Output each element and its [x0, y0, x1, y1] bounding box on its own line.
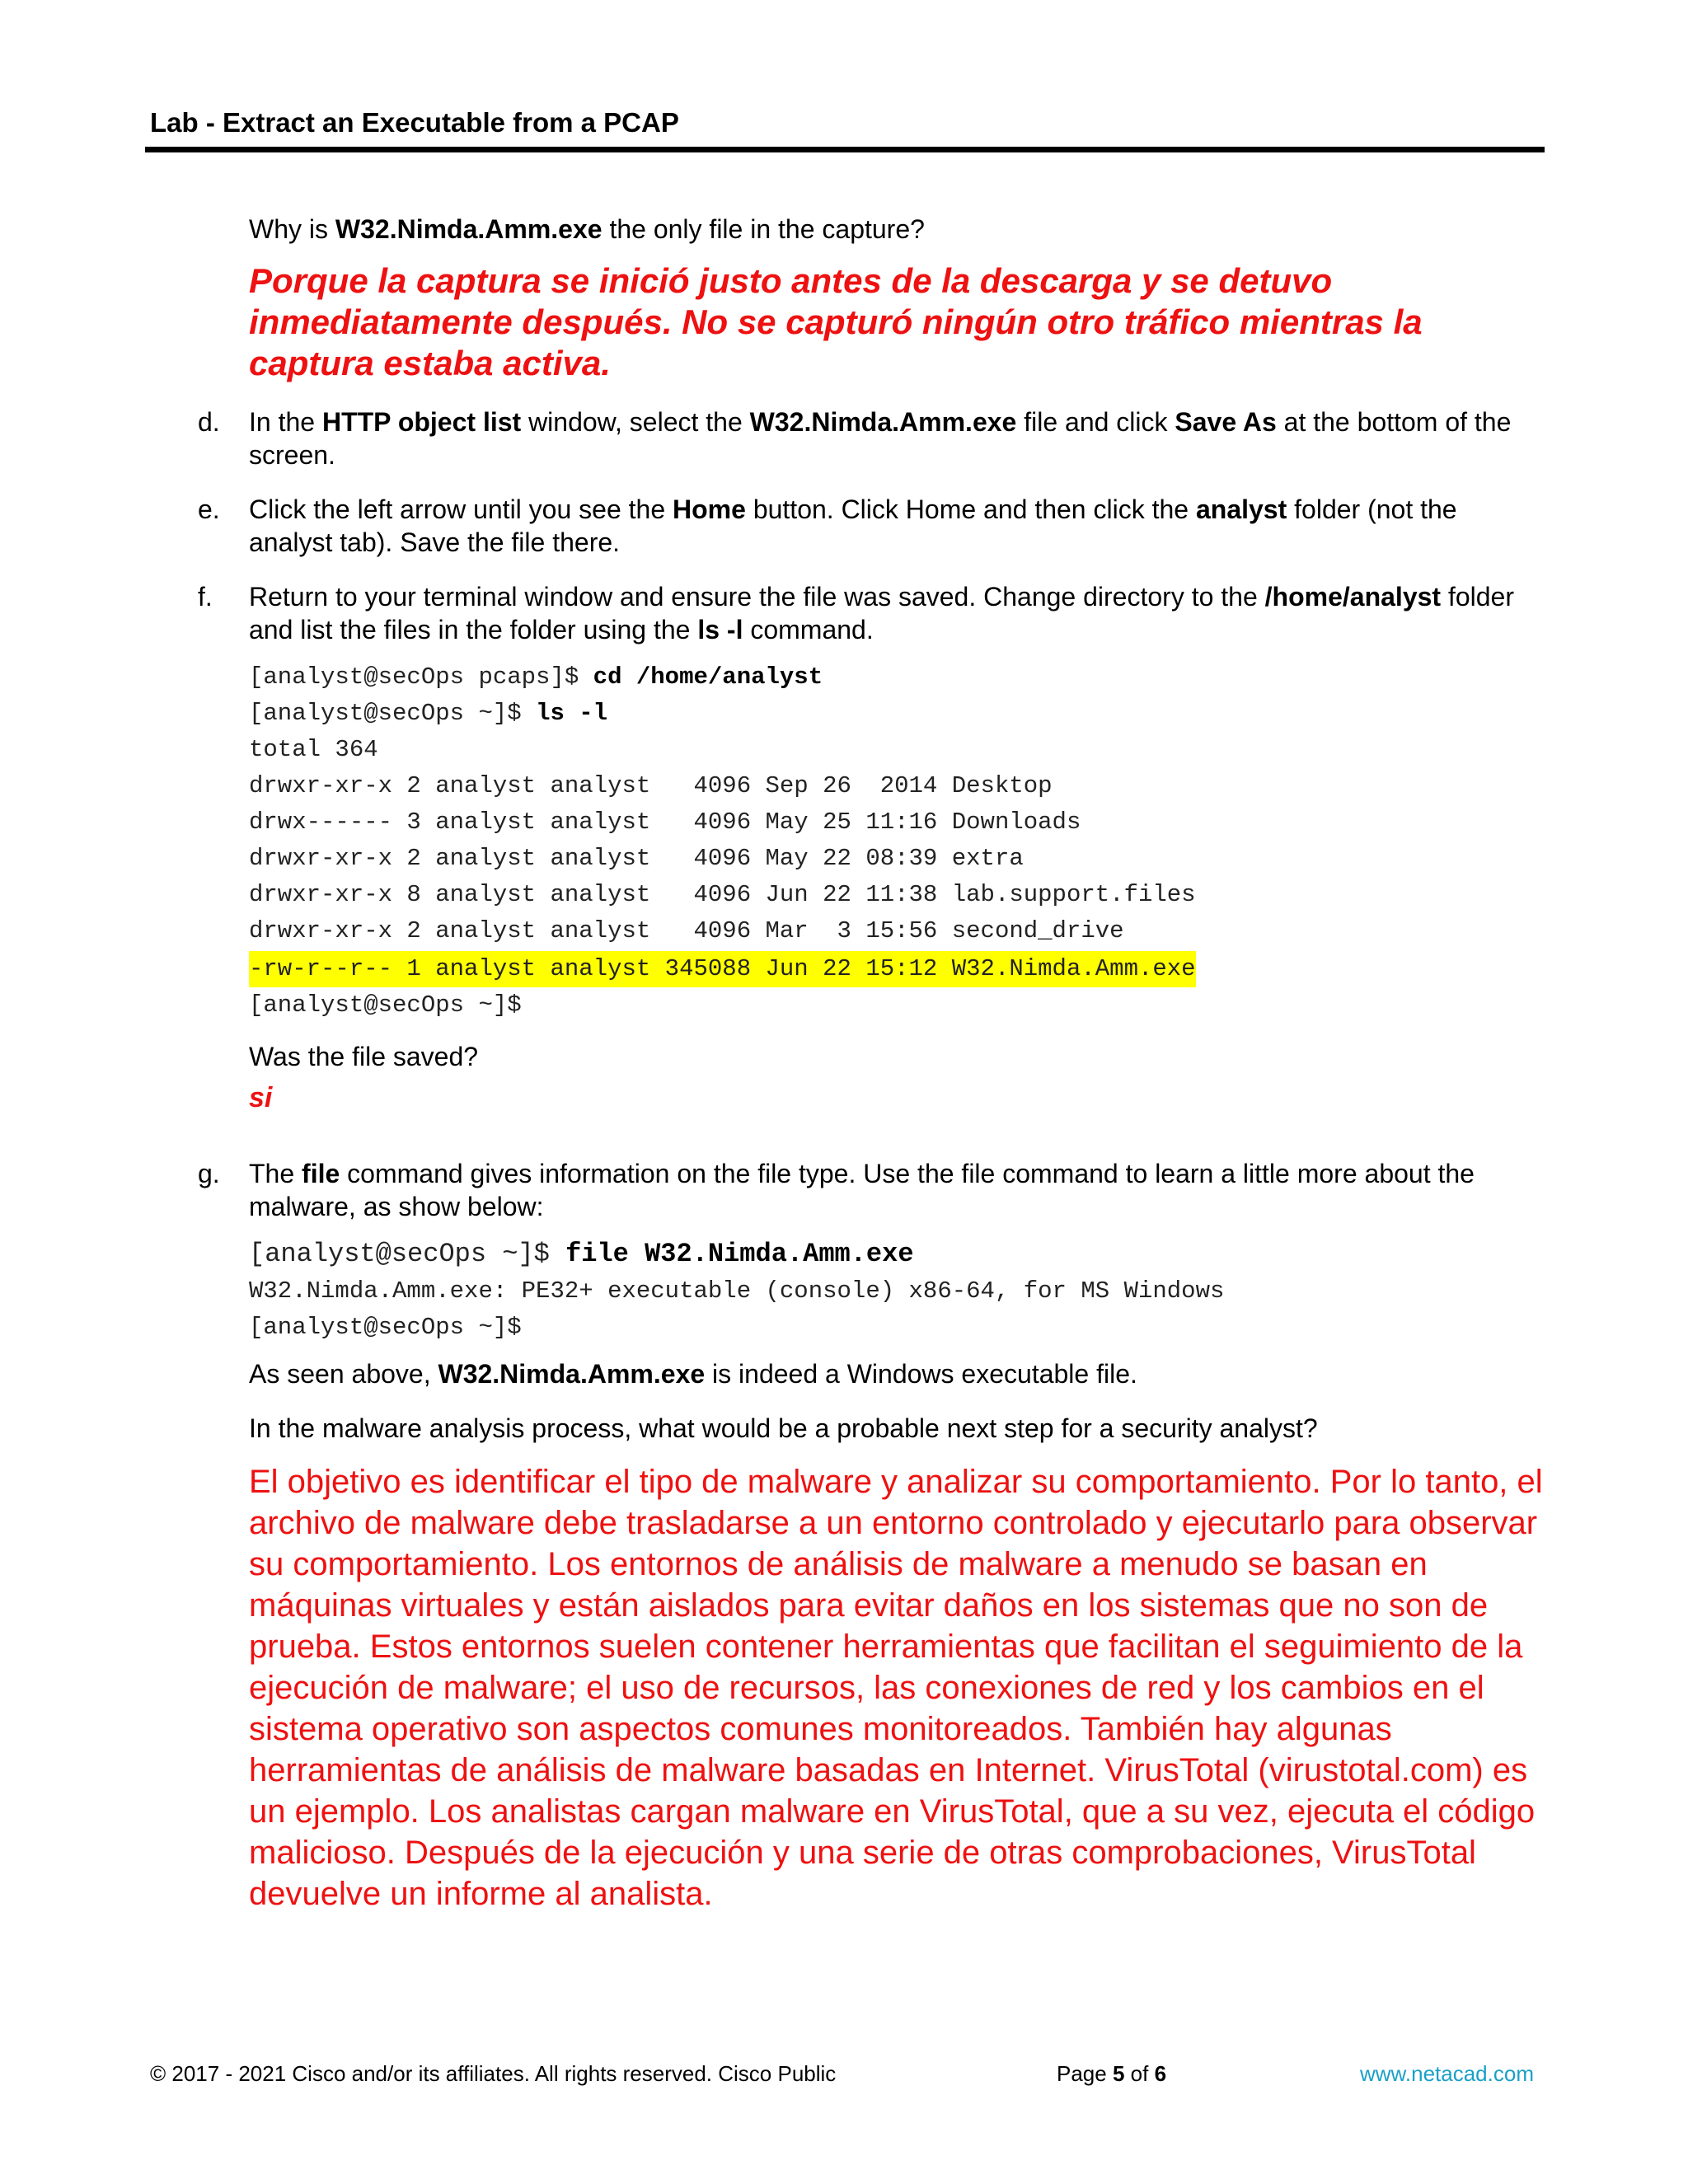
terminal-line: [249, 696, 1545, 732]
step-bold: Home: [673, 494, 746, 524]
step-text: In the: [249, 407, 322, 437]
step-text: command.: [743, 615, 874, 644]
step-text: button. Click Home and then click the: [745, 494, 1196, 524]
terminal-highlighted-line: -rw-r--r-- 1 analyst analyst 345088 Jun 22 15:12 W32.Nimda.Amm.exe: [249, 951, 1196, 987]
header-divider: [145, 147, 1545, 152]
step-letter: f.: [198, 582, 213, 612]
page-content: [198, 213, 1545, 1915]
terminal-line: [249, 1236, 1545, 1273]
answer-next-step: El objetivo es identificar el tipo de malware y analizar su comportamiento. Por lo tanto, el archivo de malware debe trasladarse a un entorno controlado y ejecutarlo para observar su comportamiento. Los entornos de análisis de malware a menudo se basan en máquinas virtuales y están aislados para evitar daños en los sistemas que no son de prueba. Estos entornos suelen contener herramientas que facilitan el seguimiento de la ejecución de malware; el uso de recursos, las conexiones de red y los cambios en el sistema operativo son aspectos comunes monitoreados. También hay algunas herramientas de análisis de malware basadas en Internet. VirusTotal (virustotal.com) es un ejemplo. Los analistas cargan malware en VirusTotal, que a su vez, ejecuta el código malicioso. Después de la ejecución y una serie de otras comprobaciones, VirusTotal devuelve un informe al analista.: [249, 1464, 1543, 1912]
step-bold: W32.Nimda.Amm.exe: [749, 407, 1017, 437]
step-text: window, select the: [521, 407, 750, 437]
step-text: folder (not the analyst tab). Save the file there.: [249, 494, 1457, 557]
footer-page-number: [1057, 2060, 1166, 2087]
as-seen-statement: [249, 1357, 1545, 1390]
terminal-line: drwxr-xr-x 2 analyst analyst 4096 Sep 26 2014 Desktop: [249, 772, 1053, 799]
terminal-prompt: [analyst@secOps ~]$: [249, 1239, 566, 1269]
step-g: [198, 1157, 1545, 1223]
terminal-prompt: [analyst@secOps ~]$: [249, 700, 537, 727]
step-text: The: [249, 1159, 302, 1188]
step-text: file and click: [1016, 407, 1175, 437]
terminal-line: drwx------ 3 analyst analyst 4096 May 25 11:16 Downloads: [249, 808, 1081, 836]
step-bold: file: [302, 1159, 340, 1188]
terminal-line: drwxr-xr-x 2 analyst analyst 4096 May 22 08:39 extra: [249, 845, 1024, 872]
step-bold: HTTP object list: [321, 407, 522, 437]
question-text: the only file in the capture?: [602, 214, 925, 244]
terminal-line: [analyst@secOps ~]$: [249, 991, 522, 1019]
step-letter: d.: [198, 407, 220, 437]
step-text: Click the left arrow until you see the: [249, 494, 673, 524]
step-letter: g.: [198, 1159, 220, 1188]
statement-text: is indeed a Windows executable file.: [705, 1359, 1137, 1389]
statement-filename: W32.Nimda.Amm.exe: [438, 1359, 706, 1389]
terminal-command: file W32.Nimda.Amm.exe: [565, 1239, 914, 1269]
step-bold: analyst: [1195, 494, 1287, 524]
terminal-command: ls -l: [536, 700, 608, 727]
question-only-file: [249, 213, 1545, 246]
statement-text: As seen above,: [249, 1359, 438, 1389]
page-of-label: of: [1124, 2061, 1155, 2086]
terminal-line: W32.Nimda.Amm.exe: PE32+ executable (console) x86-64, for MS Windows: [249, 1277, 1225, 1305]
step-bold: Save As: [1175, 407, 1277, 437]
footer-website-link[interactable]: www.netacad.com: [1360, 2061, 1534, 2086]
page-total: 6: [1154, 2061, 1167, 2086]
terminal-line: [analyst@secOps ~]$: [249, 1314, 522, 1341]
page-current: 5: [1112, 2061, 1125, 2086]
question-filename: W32.Nimda.Amm.exe: [335, 214, 603, 244]
question-next-step: In the malware analysis process, what would be a probable next step for a security analyst?: [249, 1413, 1318, 1443]
step-text: Return to your terminal window and ensure the file was saved. Change directory to the: [249, 582, 1265, 612]
footer-copyright: © 2017 - 2021 Cisco and/or its affiliates. All rights reserved. Cisco Public: [150, 2061, 837, 2086]
header-title: Lab - Extract an Executable from a PCAP: [150, 107, 679, 138]
terminal-ls-output: [249, 659, 1545, 1024]
step-d: [198, 405, 1545, 471]
terminal-line: drwxr-xr-x 8 analyst analyst 4096 Jun 22 11:38 lab.support.files: [249, 881, 1196, 908]
answer-file-saved: si: [249, 1082, 273, 1113]
step-text: folder and list the files in the folder using the: [249, 582, 1514, 644]
page-label: Page: [1057, 2061, 1113, 2086]
terminal-line: total 364: [249, 736, 378, 763]
terminal-line: [249, 659, 1545, 696]
answer-only-file: Porque la captura se inició justo antes de la descarga y se detuvo inmediatamente después. No se capturó ningún otro tráfico mientras la captura estaba activa.: [249, 261, 1423, 382]
step-letter: e.: [198, 494, 220, 524]
step-f: [198, 580, 1545, 646]
step-bold: /home/analyst: [1264, 582, 1442, 612]
terminal-file-output: [249, 1236, 1545, 1346]
step-bold: ls -l: [697, 615, 743, 644]
step-text: command gives information on the file type. Use the file command to learn a little more about the malware, as show below:: [249, 1159, 1475, 1221]
step-text: at the bottom of the screen.: [249, 407, 1512, 470]
terminal-line: drwxr-xr-x 2 analyst analyst 4096 Mar 3 15:56 second_drive: [249, 917, 1124, 944]
question-text: Why is: [249, 214, 335, 244]
terminal-command: cd /home/analyst: [593, 663, 823, 691]
step-e: [198, 493, 1545, 559]
terminal-prompt: [analyst@secOps pcaps]$: [249, 663, 593, 691]
question-file-saved: Was the file saved?: [249, 1042, 479, 1071]
